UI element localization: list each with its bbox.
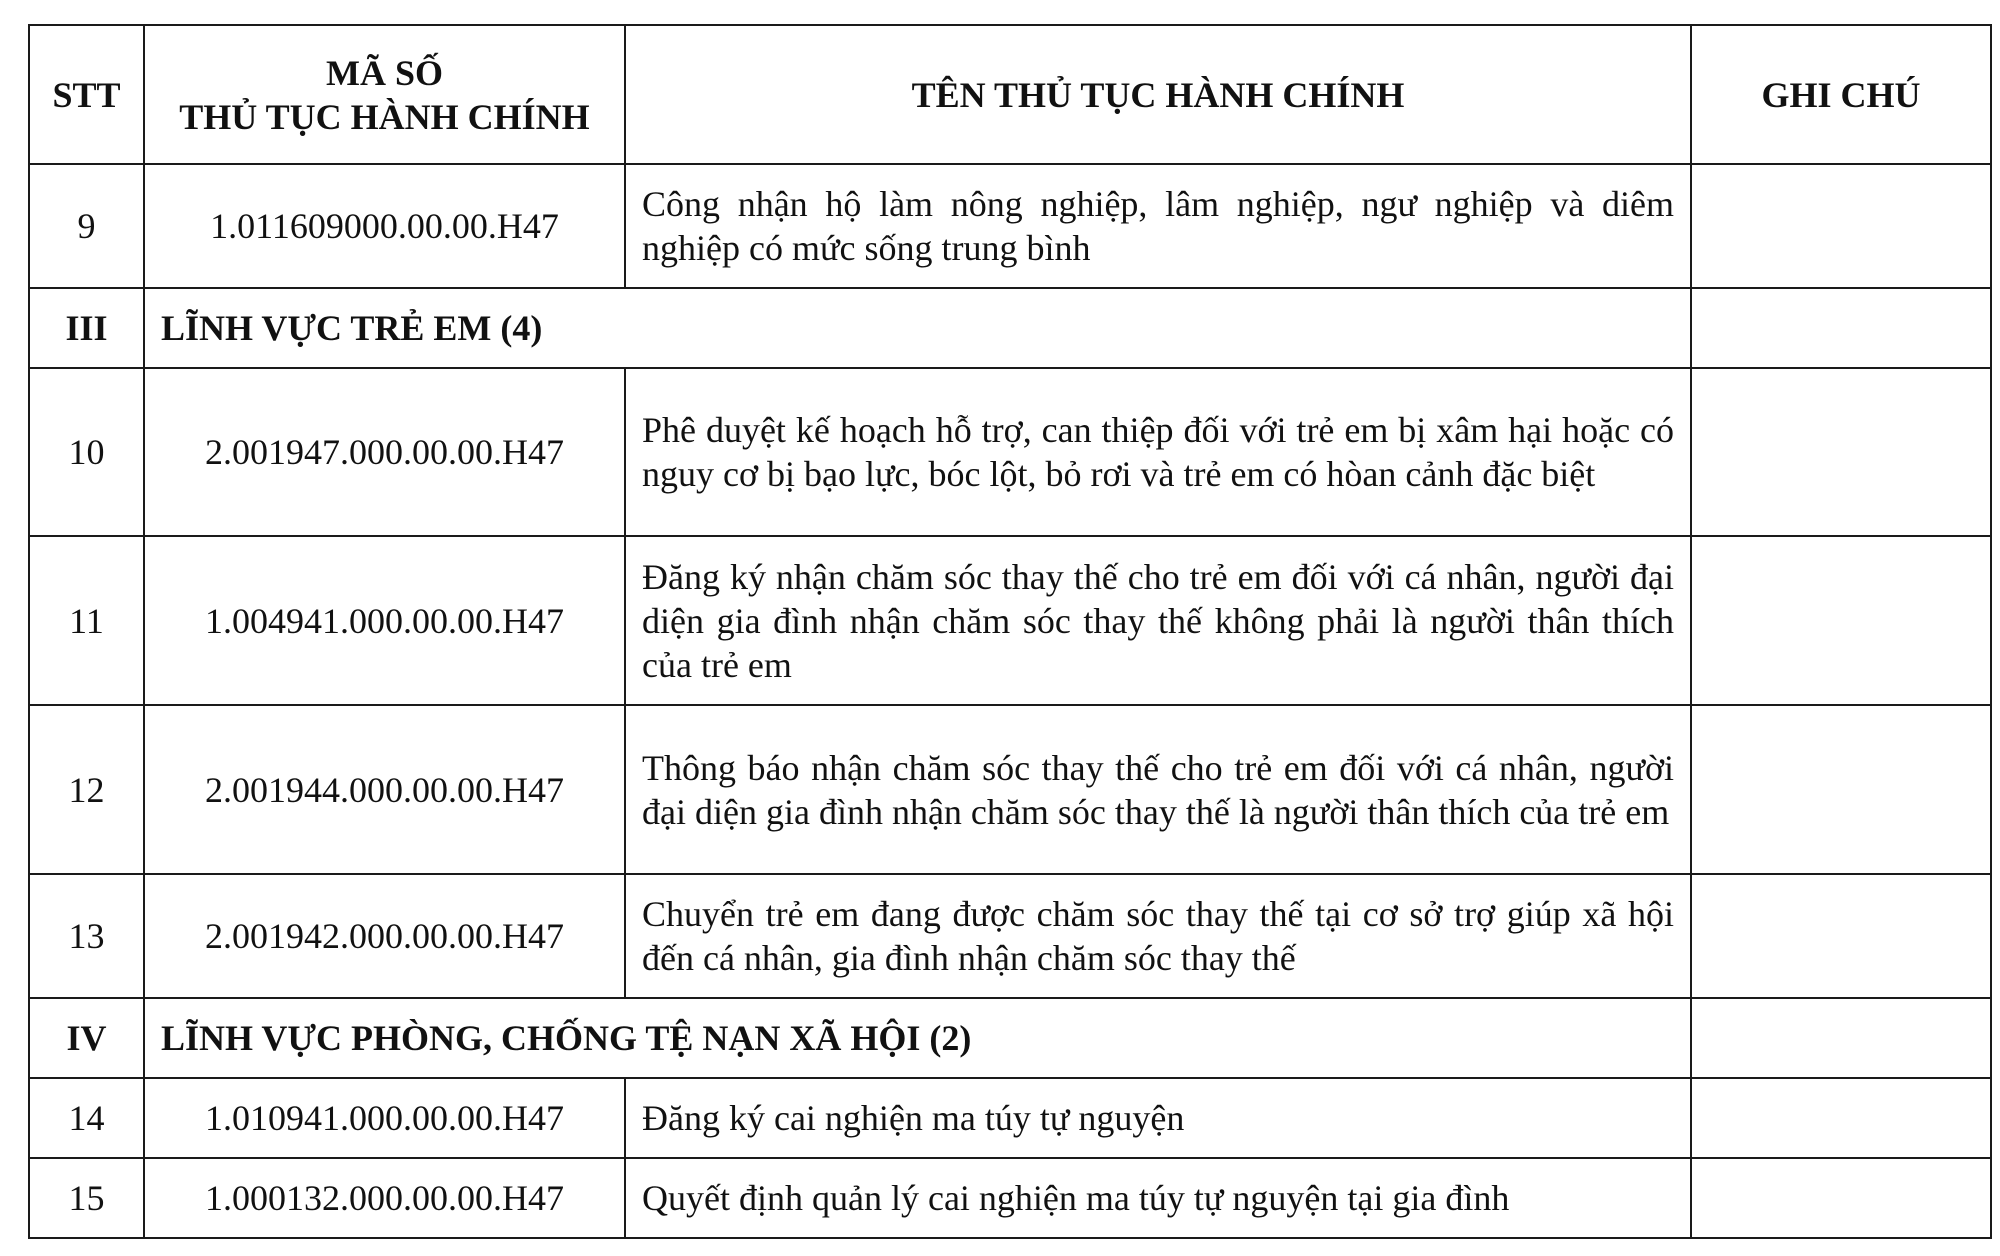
row-stt: 14: [29, 1078, 144, 1158]
table-row: [29, 874, 1991, 998]
section-number: IV: [29, 998, 144, 1078]
header-name: TÊN THỦ TỤC HÀNH CHÍNH: [625, 25, 1691, 164]
section-row: [29, 998, 1991, 1078]
header-stt: STT: [29, 25, 144, 164]
row-code: 1.010941.000.00.00.H47: [144, 1078, 625, 1158]
row-note: [1691, 1078, 1991, 1158]
row-note: [1691, 164, 1991, 288]
header-code-line2: THỦ TỤC HÀNH CHÍNH: [179, 96, 590, 137]
row-name: Chuyển trẻ em đang được chăm sóc thay thế tại cơ sở trợ giúp xã hội đến cá nhân, gia đình nhận chăm sóc thay thế: [625, 874, 1691, 998]
section-note: [1691, 288, 1991, 368]
table-row: [29, 368, 1991, 536]
header-code: [144, 25, 625, 164]
row-code: 1.000132.000.00.00.H47: [144, 1158, 625, 1238]
row-note: [1691, 1158, 1991, 1238]
row-note: [1691, 368, 1991, 536]
table-row: [29, 1158, 1991, 1238]
section-title: LĨNH VỰC PHÒNG, CHỐNG TỆ NẠN XÃ HỘI (2): [144, 998, 1691, 1078]
section-number: III: [29, 288, 144, 368]
table-header-row: [29, 25, 1991, 164]
row-stt: 15: [29, 1158, 144, 1238]
row-name: Đăng ký cai nghiện ma túy tự nguyện: [625, 1078, 1691, 1158]
section-note: [1691, 998, 1991, 1078]
row-code: 2.001942.000.00.00.H47: [144, 874, 625, 998]
table-row: [29, 164, 1991, 288]
table-row: [29, 705, 1991, 874]
row-stt: 9: [29, 164, 144, 288]
row-note: [1691, 705, 1991, 874]
table-row: [29, 536, 1991, 705]
row-code: 1.011609000.00.00.H47: [144, 164, 625, 288]
header-note: GHI CHÚ: [1691, 25, 1991, 164]
section-row: [29, 288, 1991, 368]
row-note: [1691, 874, 1991, 998]
row-stt: 10: [29, 368, 144, 536]
row-stt: 11: [29, 536, 144, 705]
row-stt: 12: [29, 705, 144, 874]
table-row: [29, 1078, 1991, 1158]
header-code-line1: MÃ SỐ: [326, 52, 443, 93]
row-note: [1691, 536, 1991, 705]
row-stt: 13: [29, 874, 144, 998]
row-name: Thông báo nhận chăm sóc thay thế cho trẻ em đối với cá nhân, người đại diện gia đình nhận chăm sóc thay thế là người thân thích của trẻ em: [625, 705, 1691, 874]
section-title: LĨNH VỰC TRẺ EM (4): [144, 288, 1691, 368]
row-code: 1.004941.000.00.00.H47: [144, 536, 625, 705]
row-name: Đăng ký nhận chăm sóc thay thế cho trẻ em đối với cá nhân, người đại diện gia đình nhận chăm sóc thay thế không phải là người thân thích của trẻ em: [625, 536, 1691, 705]
row-name: Phê duyệt kế hoạch hỗ trợ, can thiệp đối với trẻ em bị xâm hại hoặc có nguy cơ bị bạo lực, bóc lột, bỏ rơi và trẻ em có hòan cảnh đặc biệt: [625, 368, 1691, 536]
row-code: 2.001944.000.00.00.H47: [144, 705, 625, 874]
procedures-table: [28, 24, 1992, 1239]
row-code: 2.001947.000.00.00.H47: [144, 368, 625, 536]
row-name: Quyết định quản lý cai nghiện ma túy tự nguyện tại gia đình: [625, 1158, 1691, 1238]
row-name: Công nhận hộ làm nông nghiệp, lâm nghiệp, ngư nghiệp và diêm nghiệp có mức sống trung bình: [625, 164, 1691, 288]
